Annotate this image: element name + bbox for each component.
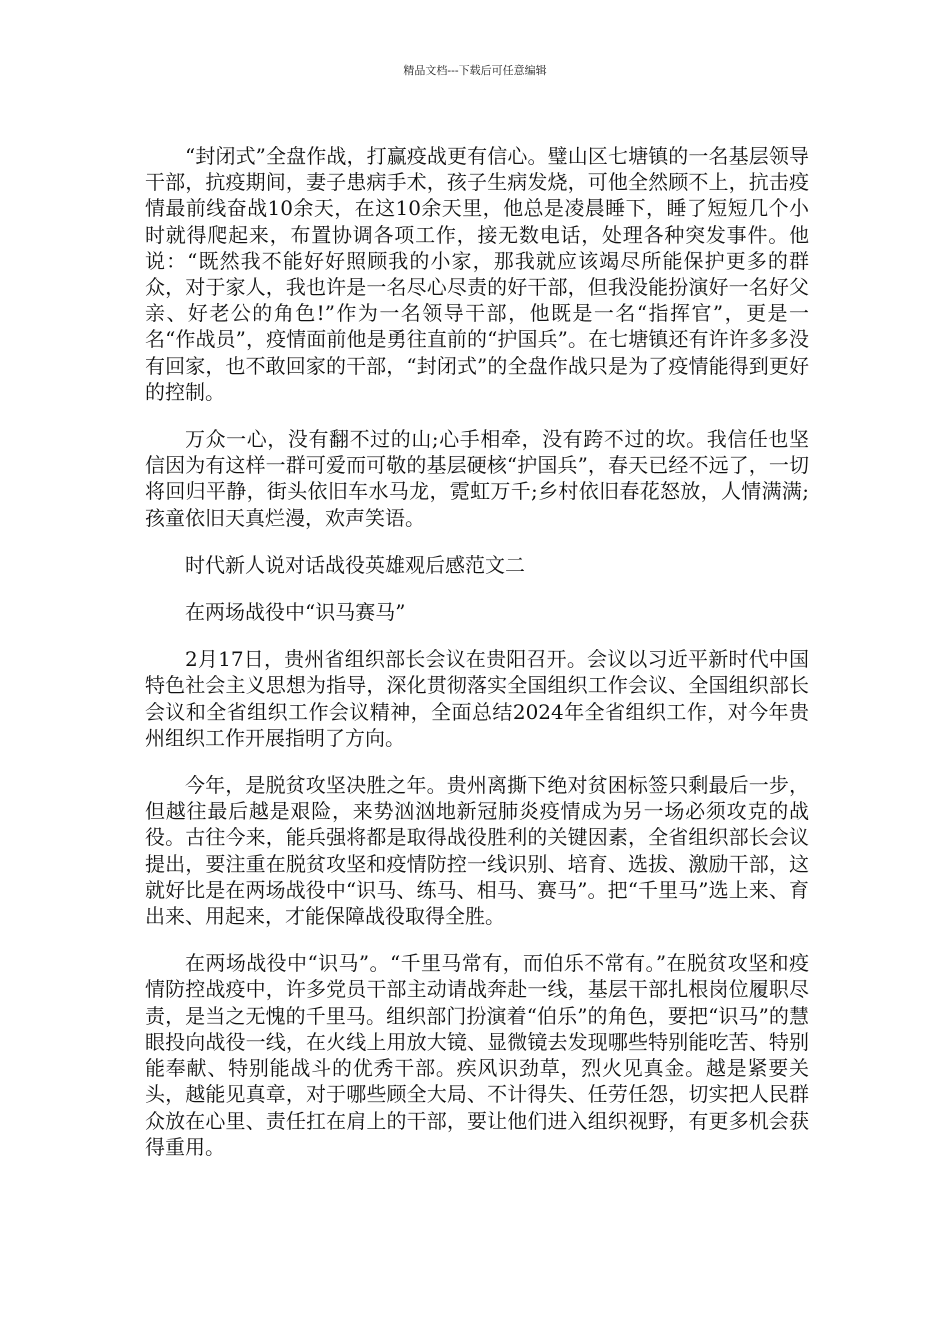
- section-subtitle: 在两场战役中“识马赛马”: [185, 600, 406, 625]
- paragraph-meeting: 2月17日，贵州省组织部长会议在贵阳召开。会议以习近平新时代中国特色社会主义思想为指导，深化贯彻落实全国组织工作会议、全国组织部长会议和全省组织工作会议精神，全面总结2024年全省组织工作，对今年贵州组织工作开展指明了方向。: [145, 647, 809, 750]
- document-body: [145, 143, 809, 1181]
- page-header: 精品文档---下载后可任意编辑: [403, 64, 547, 77]
- paragraph-closed-battle: “封闭式”全盘作战，打赢疫战更有信心。璧山区七塘镇的一名基层领导干部，抗疫期间，妻子患病手术，孩子生病发烧，可他全然顾不上，抗击疫情最前线奋战10余天，在这10余天里，他总是凌晨睡下，睡了短短几个小时就得爬起来，布置协调各项工作，接无数电话，处理各种突发事件。他说：“既然我不能好好照顾我的小家，那我就应该竭尽所能保护更多的群众，对于家人，我也许是一名尽心尽责的好干部，但我没能扮演好一名好父亲、好老公的角色!”作为一名领导干部，他既是一名“指挥官”，更是一名“作战员”，疫情面前他是勇往直前的“护国兵”。在七塘镇还有许许多多没有回家，也不敢回家的干部，“封闭式”的全盘作战只是为了疫情能得到更好的控制。: [145, 144, 809, 404]
- paragraph-poverty-battle: 今年，是脱贫攻坚决胜之年。贵州离撕下绝对贫困标签只剩最后一步，但越往最后越是艰险，来势汹汹地新冠肺炎疫情成为另一场必须攻克的战役。古往今来，能兵强将都是取得战役胜利的关键因素，全省组织部长会议提出，要注重在脱贫攻坚和疫情防控一线识别、培育、选拔、激励干部，这就好比是在两场战役中“识马、练马、相马、赛马”。把“千里马”选上来、育出来、用起来，才能保障战役取得全胜。: [145, 773, 809, 929]
- paragraph-united-hearts: 万众一心，没有翻不过的山;心手相牵，没有跨不过的坎。我信任也坚信因为有这样一群可爱而可敬的基层硬核“护国兵”，春天已经不远了，一切将回归平静，街头依旧车水马龙，霓虹万千;乡村依旧春花怒放，人情满满;孩童依旧天真烂漫，欢声笑语。: [145, 427, 809, 530]
- section-title: 时代新人说对话战役英雄观后感范文二: [185, 552, 525, 577]
- paragraph-recognize-horse: 在两场战役中“识马”。“千里马常有，而伯乐不常有。”在脱贫攻坚和疫情防控战疫中，许多党员干部主动请战奔赴一线，基层干部扎根岗位履职尽责，是当之无愧的千里马。组织部门扮演着“伯乐”的角色，要把“识马”的慧眼投向战役一线，在火线上用放大镜、显微镜去发现哪些特别能吃苦、特别能奉献、特别能战斗的优秀干部。疾风识劲草，烈火见真金。越是紧要关头，越能见真章，对于哪些顾全大局、不计得失、任劳任怨，切实把人民群众放在心里、责任扛在肩上的干部，要让他们进入组织视野，有更多机会获得重用。: [145, 951, 809, 1159]
